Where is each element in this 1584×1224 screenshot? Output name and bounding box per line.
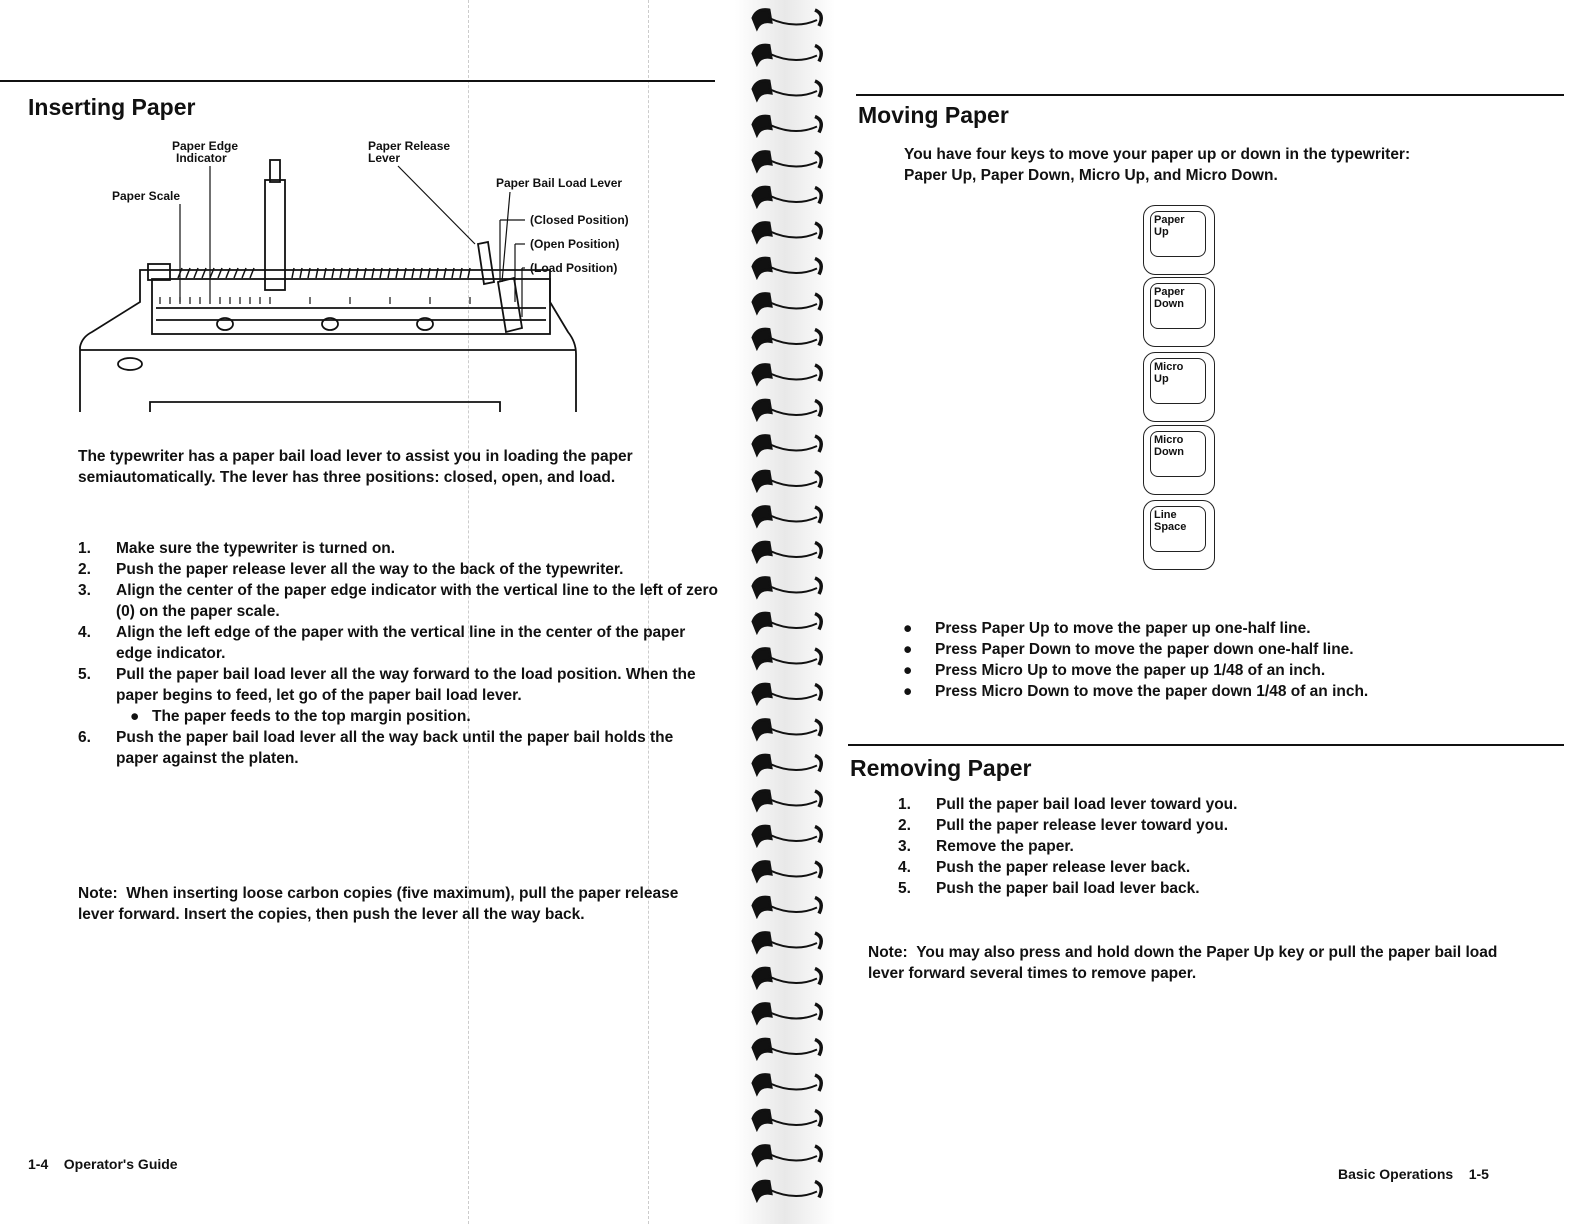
right-footer-title: Basic Operations: [1338, 1166, 1454, 1182]
label-paper-edge-1: Paper Edge: [172, 139, 239, 153]
inserting-paper-title: Inserting Paper: [28, 94, 196, 120]
paper-up-key[interactable]: Paper Up: [1143, 205, 1215, 275]
removing-rule: [848, 744, 1564, 746]
typewriter-diagram: [70, 132, 710, 422]
moving-paper-title: Moving Paper: [858, 102, 1009, 128]
right-page-number: 1-5: [1468, 1166, 1489, 1182]
removing-paper-title: Removing Paper: [850, 755, 1032, 781]
step-6: 6. Push the paper bail load lever all the way back until the paper bail holds the paper against the platen.: [78, 729, 674, 767]
bullet-micro-up: ● Press Micro Up to move the paper up 1/48 of an inch.: [903, 662, 1326, 679]
label-closed: (Closed Position): [530, 213, 629, 227]
label-paper-release-1: Paper Release: [368, 139, 451, 153]
removing-note: Note: You may also press and hold down the Paper Up key or pull the paper bail load lever forward several times to remove paper.: [868, 944, 1498, 982]
step-2: 2. Push the paper release lever all the way to the back of the typewriter.: [78, 561, 624, 578]
line-space-key[interactable]: Line Space: [1143, 500, 1215, 570]
micro-up-key[interactable]: Micro Up: [1143, 352, 1215, 422]
label-bail-lever: Paper Bail Load Lever: [496, 176, 623, 190]
left-page: [0, 0, 760, 1224]
note-text: When inserting loose carbon copies (five maximum), pull the paper release lever forward. Insert the copies, then push the lever all the way back.: [78, 885, 679, 923]
step-3: 3. Align the center of the paper edge indicator with the vertical line to the left of zero (0) on the paper scale.: [78, 582, 718, 620]
left-footer-title: Operator's Guide: [63, 1156, 178, 1172]
inserting-intro: The typewriter has a paper bail load lever to assist you in loading the paper semiautomatically. The lever has three positions: closed, open, and load.: [78, 448, 633, 486]
remove-step-1: 1. Pull the paper bail load lever toward you.: [898, 796, 1238, 813]
label-paper-scale: Paper Scale: [112, 189, 181, 203]
right-footer: [1338, 1166, 1489, 1182]
inserting-note: [78, 883, 718, 925]
bullet-micro-down: ● Press Micro Down to move the paper down 1/48 of an inch.: [903, 683, 1369, 700]
remove-step-5: 5. Push the paper bail load lever back.: [898, 880, 1200, 897]
step-5: 5. Pull the paper bail load lever all the way forward to the load position. When the paper begins to feed, let go of the paper bail load lever. ● The paper feeds to the top margin position.: [78, 664, 718, 727]
step-4: 4. Align the left edge of the paper with the vertical line in the center of the paper edge indicator.: [78, 624, 686, 662]
step-5-sub: ● The paper feeds to the top margin position.: [130, 708, 471, 725]
label-load: (Load Position): [530, 261, 618, 275]
remove-step-3: 3. Remove the paper.: [898, 838, 1074, 855]
label-paper-release-2: Lever: [368, 151, 401, 165]
remove-step-4: 4. Push the paper release lever back.: [898, 859, 1191, 876]
moving-intro: You have four keys to move your paper up or down in the typewriter: Paper Up, Paper Down, Micro Up, and Micro Down.: [904, 146, 1411, 184]
paper-down-key[interactable]: Paper Down: [1143, 277, 1215, 347]
right-page: [820, 0, 1584, 1224]
inserting-steps: [78, 538, 718, 769]
left-footer: [28, 1156, 178, 1172]
remove-step-2: 2. Pull the paper release lever toward you.: [898, 817, 1229, 834]
note-label: Note:: [78, 885, 118, 902]
bullet-paper-down: ● Press Paper Down to move the paper down one-half line.: [903, 641, 1354, 658]
bullet-paper-up: ● Press Paper Up to move the paper up one-half line.: [903, 620, 1311, 637]
label-paper-edge-2: Indicator: [176, 151, 227, 165]
label-open: (Open Position): [530, 237, 620, 251]
left-page-number: 1-4: [28, 1156, 49, 1172]
removing-steps: [898, 794, 1518, 899]
step-1: 1. Make sure the typewriter is turned on.: [78, 540, 396, 557]
micro-down-key[interactable]: Micro Down: [1143, 425, 1215, 495]
moving-bullets: [903, 618, 1523, 702]
moving-rule: [856, 94, 1564, 96]
top-rule: [0, 80, 715, 82]
removing-note-label: Note:: [868, 944, 908, 961]
